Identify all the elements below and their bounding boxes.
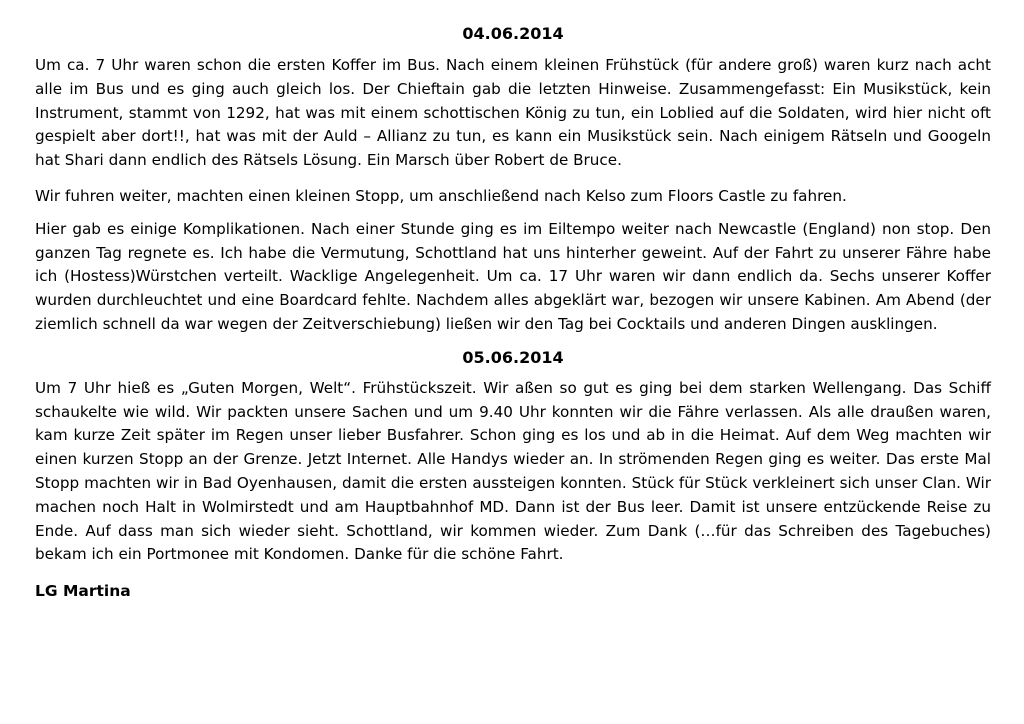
- diary-page: [35, 22, 991, 603]
- entry-1-paragraph-1: Um ca. 7 Uhr waren schon die ersten Koffer im Bus. Nach einem kleinen Frühstück (für andere groß) waren kurz nach acht alle im Bus und es ging auch gleich los. Der Chieftain gab die letzten Hinweise. Zusammengefasst: Ein Musikstück, kein Instrument, stammt von 1292, hat was mit einem schottischen König zu tun, ein Loblied auf die Soldaten, wird hier nicht oft gespielt aber dort!!, hat was mit der Auld – Allianz zu tun, es kann ein Musikstück sein. Nach einigem Rätseln und Googeln hat Shari dann endlich des Rätsels Lösung. Ein Marsch über Robert de Bruce.: [35, 56, 991, 170]
- entry-date-1: 04.06.2014: [462, 24, 564, 43]
- signature: LG Martina: [35, 582, 131, 601]
- entry-date-2: 05.06.2014: [462, 347, 564, 367]
- entry-1-paragraph-3: Hier gab es einige Komplikationen. Nach einer Stunde ging es im Eiltempo weiter nach Newcastle (England) non stop. Den ganzen Tag regnete es. Ich habe die Vermutung, Schottland hat uns hinterher geweint. Auf der Fahrt zu unserer Fähre habe ich (Hostess)Würstchen verteilt. Wacklige Angelegenheit. Um ca. 17 Uhr waren wir dann endlich da. Sechs unserer Koffer wurden durchleuchtet und eine Boardcard fehlte. Nachdem alles abgeklärt war, bezogen wir unsere Kabinen. Am Abend (der ziemlich schnell da war wegen der Zeitverschiebung) ließen wir den Tag bei Cocktails und anderen Dingen ausklingen.: [35, 219, 991, 333]
- entry-2-paragraph-1: Um 7 Uhr hieß es „Guten Morgen, Welt“. Frühstückszeit. Wir aßen so gut es ging bei dem starken Wellengang. Das Schiff schaukelte wie wild. Wir packten unsere Sachen und um 9.40 Uhr konnten wir die Fähre verlassen. Als alle draußen waren, kam kurze Zeit später im Regen unser lieber Busfahrer. Schon ging es los und ab in die Heimat. Auf dem Weg machten wir einen kurzen Stopp an der Grenze. Jetzt Internet. Alle Handys wieder an. In strömenden Regen ging es weiter. Das erste Mal Stopp machten wir in Bad Oyenhausen, damit die ersten aussteigen konnten. Stück für Stück verkleinert sich unser Clan. Wir machen noch Halt in Wolmirstedt und am Hauptbahnhof MD. Dann ist der Bus leer. Damit ist unsere entzückende Reise zu Ende. Auf dass man sich wieder sieht. Schottland, wir kommen wieder. Zum Dank (…für das Schreiben des Tagebuches) bekam ich ein Portmonee mit Kondomen. Danke für die schöne Fahrt.: [35, 378, 991, 564]
- entry-1-paragraph-2: Wir fuhren weiter, machten einen kleinen Stopp, um anschließend nach Kelso zum Floors Castle zu fahren.: [35, 186, 847, 205]
